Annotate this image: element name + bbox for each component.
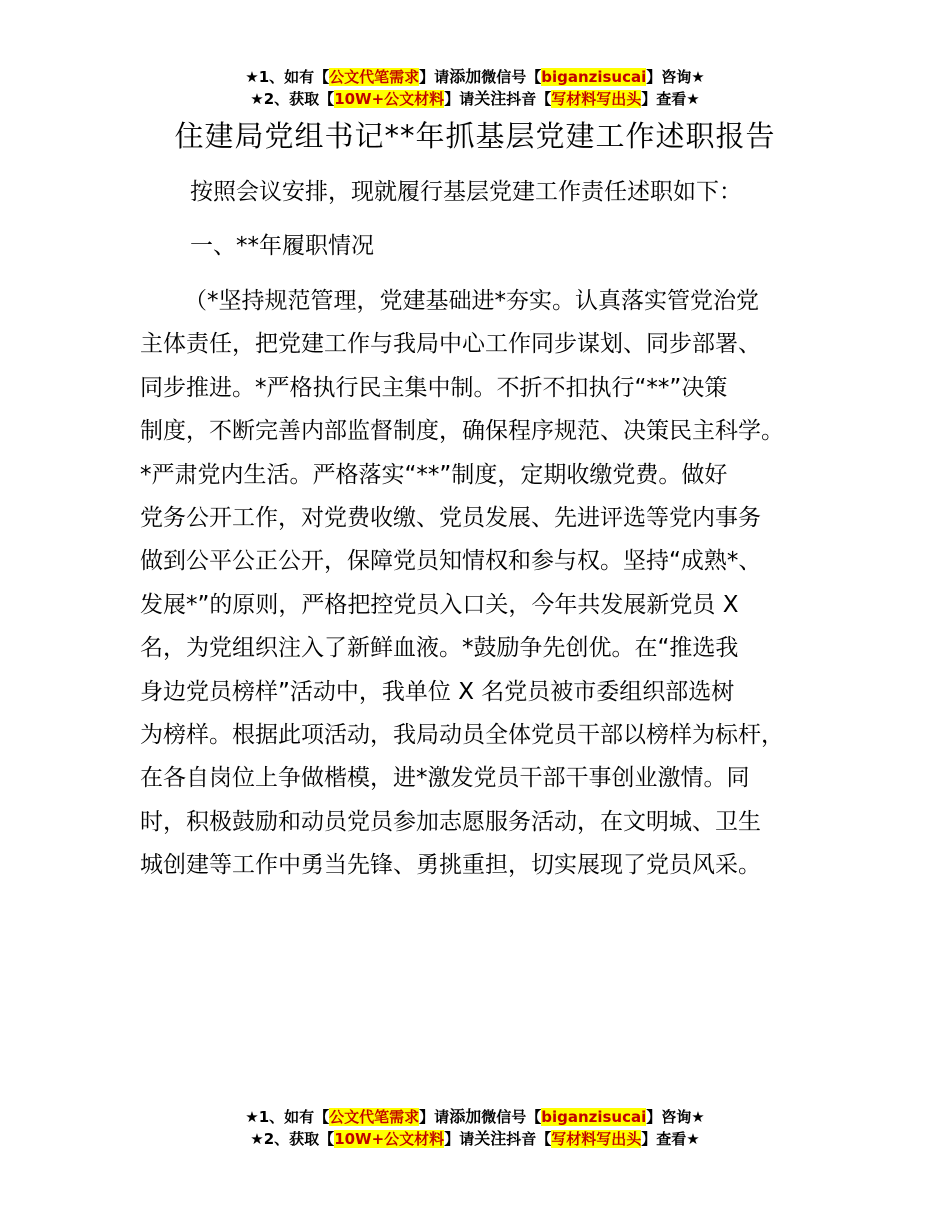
body-line: 为榜样。根据此项活动，我局动员全体党员干部以榜样为标杆， (140, 721, 784, 748)
banner-text: 】咨询★ (646, 68, 705, 86)
body-line: 制度，不断完善内部监督制度，确保程序规范、决策民主科学。 (140, 418, 784, 445)
banner-text: 】请 (419, 1108, 450, 1126)
body-line: 身边党员榜样”活动中，我单位 X 名党员被市委组织部选树 (140, 678, 735, 705)
banner-line-1 (0, 1106, 950, 1128)
banner-text: 抖音【 (506, 1130, 552, 1148)
banner-wechat-id: biganzisucai (541, 1108, 647, 1126)
banner-text: 】请 (444, 90, 475, 108)
banner-text: 】请 (419, 68, 450, 86)
banner-highlight: 10W+公文材料 (334, 90, 445, 108)
banner-douyin-name: 写材料写出头 (551, 90, 642, 108)
banner-text: 】查看★ (641, 90, 700, 108)
banner-text: 关注 (474, 89, 507, 108)
intro-paragraph: 按照会议安排，现就履行基层党建工作责任述职如下： (190, 179, 742, 205)
banner-text: 微信号【 (481, 68, 542, 86)
banner-text: 添加 (449, 67, 482, 86)
banner-text: ★2、获取【 (250, 1130, 335, 1148)
banner-highlight: 公文代笔需求 (329, 68, 420, 86)
banner-highlight: 公文代笔需求 (329, 1108, 420, 1126)
header-banner (0, 66, 950, 110)
document-title: 住建局党组书记**年抓基层党建工作述职报告 (174, 119, 776, 153)
banner-douyin-name: 写材料写出头 (551, 1130, 642, 1148)
body-paragraph (140, 280, 840, 887)
body-line: 主体责任，把党建工作与我局中心工作同步谋划、同步部署、 (140, 331, 761, 358)
body-line: 在各自岗位上争做楷模，进*激发党员干部干事创业激情。同 (140, 765, 750, 792)
body-line: 发展*”的原则，严格把控党员入口关，今年共发展新党员 X (140, 591, 739, 618)
body-line: 党务公开工作，对党费收缴、党员发展、先进评选等党内事务 (140, 504, 761, 531)
banner-wechat-id: biganzisucai (541, 68, 647, 86)
body-line: （*坚持规范管理，党建基础进*夯实。认真落实管党治党 (184, 288, 759, 314)
banner-highlight: 10W+公文材料 (334, 1130, 445, 1148)
body-line: 时，积极鼓励和动员党员参加志愿服务活动，在文明城、卫生 (140, 808, 761, 835)
banner-line-2 (0, 88, 950, 110)
banner-text: 关注 (474, 1129, 507, 1148)
banner-line-2 (0, 1128, 950, 1150)
banner-text: 微信号【 (481, 1108, 542, 1126)
banner-text: 添加 (449, 1107, 482, 1126)
body-line: 城创建等工作中勇当先锋、勇挑重担，切实展现了党员风采。 (140, 852, 761, 879)
banner-text: ★2、获取【 (250, 90, 335, 108)
body-line: 做到公平公正公开，保障党员知情权和参与权。坚持“成熟*、 (140, 548, 762, 575)
banner-text: 】咨询★ (646, 1108, 705, 1126)
banner-line-1 (0, 66, 950, 88)
body-line: 名，为党组织注入了新鲜血液。*鼓励争先创优。在“推选我 (140, 635, 739, 662)
banner-text: 】查看★ (641, 1130, 700, 1148)
section-heading: 一、**年履职情况 (190, 233, 374, 259)
body-line: 同步推进。*严格执行民主集中制。不折不扣执行“**”决策 (140, 374, 728, 401)
banner-text: ★1、如有【 (245, 1108, 330, 1126)
body-line: *严肃党内生活。严格落实“**”制度，定期收缴党费。做好 (140, 461, 728, 488)
banner-text: 】请 (444, 1130, 475, 1148)
banner-text: ★1、如有【 (245, 68, 330, 86)
banner-text: 抖音【 (506, 90, 552, 108)
footer-banner (0, 1106, 950, 1150)
